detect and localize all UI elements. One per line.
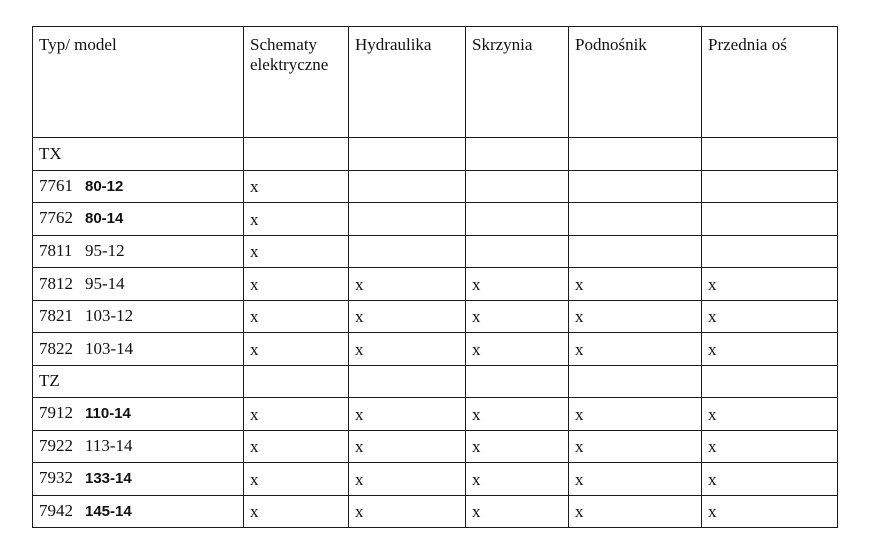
mark-cell-wiring-diagrams (244, 333, 349, 366)
availability-mark: x (472, 339, 481, 359)
mark-cell-hydraulics (349, 235, 466, 268)
mark-cell-wiring-diagrams (244, 398, 349, 431)
mark-cell-hydraulics (349, 300, 466, 333)
availability-mark: x (355, 404, 364, 424)
model-code: 103-12 (85, 306, 134, 326)
mark-cell-hydraulics (349, 170, 466, 203)
empty-cell (466, 365, 569, 398)
empty-cell (244, 138, 349, 171)
mark-cell-wiring-diagrams (244, 170, 349, 203)
availability-mark: x (250, 339, 259, 359)
group-row-tx (33, 138, 838, 171)
model-row (33, 430, 838, 463)
mark-cell-wiring-diagrams (244, 268, 349, 301)
header-hydraulics: Hydraulika (349, 27, 466, 138)
availability-mark: x (575, 339, 584, 359)
mark-cell-wiring-diagrams (244, 463, 349, 496)
model-row (33, 398, 838, 431)
availability-mark: x (355, 339, 364, 359)
model-row (33, 463, 838, 496)
model-code: 80-14 (85, 210, 124, 228)
mark-cell-wiring-diagrams (244, 203, 349, 236)
model-number: 7922 (39, 436, 73, 456)
model-code: 95-14 (85, 273, 125, 293)
mark-cell-front-axle (702, 268, 838, 301)
mark-cell-hydraulics (349, 463, 466, 496)
empty-cell (569, 365, 702, 398)
mark-cell-gearbox (466, 398, 569, 431)
mark-cell-front-axle (702, 463, 838, 496)
availability-mark: x (355, 502, 364, 522)
model-row (33, 300, 838, 333)
mark-cell-lift (569, 495, 702, 528)
model-row (33, 333, 838, 366)
empty-cell (349, 365, 466, 398)
mark-cell-gearbox (466, 268, 569, 301)
mark-cell-front-axle (702, 495, 838, 528)
model-cell (33, 430, 244, 463)
mark-cell-front-axle (702, 170, 838, 203)
mark-cell-gearbox (466, 300, 569, 333)
model-cell (33, 203, 244, 236)
model-number: 7932 (39, 468, 73, 488)
availability-mark: x (472, 502, 481, 522)
model-cell (33, 170, 244, 203)
model-cell (33, 333, 244, 366)
availability-mark: x (355, 469, 364, 489)
mark-cell-lift (569, 203, 702, 236)
mark-cell-wiring-diagrams (244, 300, 349, 333)
model-code: 145-14 (85, 502, 132, 520)
model-number: 7942 (39, 500, 73, 520)
availability-mark: x (575, 502, 584, 522)
empty-cell (702, 365, 838, 398)
availability-mark: x (250, 437, 259, 457)
availability-mark: x (472, 437, 481, 457)
header-lift: Podnośnik (569, 27, 702, 138)
mark-cell-hydraulics (349, 333, 466, 366)
model-code: 113-14 (85, 436, 133, 456)
group-label-cell (33, 138, 244, 171)
mark-cell-gearbox (466, 333, 569, 366)
mark-cell-lift (569, 235, 702, 268)
header-gearbox: Skrzynia (466, 27, 569, 138)
mark-cell-gearbox (466, 203, 569, 236)
availability-mark: x (250, 502, 259, 522)
availability-mark: x (575, 404, 584, 424)
header-row (33, 27, 838, 138)
mark-cell-hydraulics (349, 398, 466, 431)
model-row (33, 203, 838, 236)
model-documentation-table (32, 26, 838, 528)
empty-cell (569, 138, 702, 171)
availability-mark: x (250, 242, 259, 262)
mark-cell-wiring-diagrams (244, 495, 349, 528)
mark-cell-front-axle (702, 398, 838, 431)
model-code: 133-14 (85, 470, 132, 488)
availability-mark: x (708, 307, 717, 327)
model-code: 80-12 (85, 177, 124, 195)
availability-mark: x (250, 274, 259, 294)
header-front-axle: Przednia oś (702, 27, 838, 138)
model-code: 110-14 (85, 405, 131, 423)
model-number: 7811 (39, 241, 73, 261)
group-row-tz (33, 365, 838, 398)
empty-cell (702, 138, 838, 171)
group-label: TX (39, 143, 62, 163)
mark-cell-lift (569, 268, 702, 301)
availability-mark: x (575, 274, 584, 294)
empty-cell (466, 138, 569, 171)
mark-cell-hydraulics (349, 495, 466, 528)
availability-mark: x (575, 437, 584, 457)
mark-cell-lift (569, 333, 702, 366)
mark-cell-hydraulics (349, 203, 466, 236)
mark-cell-gearbox (466, 463, 569, 496)
mark-cell-gearbox (466, 235, 569, 268)
model-row (33, 495, 838, 528)
model-number: 7821 (39, 306, 73, 326)
mark-cell-lift (569, 398, 702, 431)
header-wiring-diagrams: Schematy elektryczne (244, 27, 349, 138)
model-cell (33, 268, 244, 301)
availability-mark: x (472, 404, 481, 424)
availability-mark: x (250, 404, 259, 424)
mark-cell-gearbox (466, 170, 569, 203)
availability-mark: x (708, 274, 717, 294)
model-number: 7912 (39, 403, 73, 423)
availability-mark: x (708, 469, 717, 489)
availability-mark: x (472, 274, 481, 294)
header-type-model: Typ/ model (33, 27, 244, 138)
availability-mark: x (355, 274, 364, 294)
mark-cell-lift (569, 300, 702, 333)
mark-cell-front-axle (702, 235, 838, 268)
availability-mark: x (250, 469, 259, 489)
mark-cell-wiring-diagrams (244, 235, 349, 268)
mark-cell-wiring-diagrams (244, 430, 349, 463)
availability-mark: x (575, 469, 584, 489)
model-cell (33, 235, 244, 268)
mark-cell-front-axle (702, 333, 838, 366)
model-cell (33, 300, 244, 333)
mark-cell-hydraulics (349, 268, 466, 301)
availability-mark: x (250, 307, 259, 327)
mark-cell-front-axle (702, 300, 838, 333)
model-number: 7761 (39, 175, 73, 195)
availability-mark: x (708, 339, 717, 359)
model-row (33, 170, 838, 203)
empty-cell (349, 138, 466, 171)
model-row (33, 235, 838, 268)
availability-mark: x (472, 469, 481, 489)
model-number: 7812 (39, 273, 73, 293)
availability-mark: x (355, 437, 364, 457)
model-number: 7762 (39, 208, 73, 228)
group-label: TZ (39, 371, 60, 391)
availability-mark: x (708, 437, 717, 457)
table-body (33, 27, 838, 528)
mark-cell-lift (569, 170, 702, 203)
group-label-cell (33, 365, 244, 398)
mark-cell-hydraulics (349, 430, 466, 463)
model-row (33, 268, 838, 301)
availability-mark: x (250, 209, 259, 229)
availability-mark: x (708, 502, 717, 522)
model-code: 103-14 (85, 338, 134, 358)
mark-cell-lift (569, 463, 702, 496)
mark-cell-front-axle (702, 203, 838, 236)
empty-cell (244, 365, 349, 398)
mark-cell-gearbox (466, 430, 569, 463)
mark-cell-front-axle (702, 430, 838, 463)
model-cell (33, 463, 244, 496)
model-number: 7822 (39, 338, 73, 358)
model-cell (33, 398, 244, 431)
mark-cell-gearbox (466, 495, 569, 528)
model-code: 95-12 (85, 241, 125, 261)
availability-mark: x (472, 307, 481, 327)
availability-mark: x (708, 404, 717, 424)
mark-cell-lift (569, 430, 702, 463)
availability-mark: x (250, 177, 259, 197)
availability-mark: x (575, 307, 584, 327)
availability-mark: x (355, 307, 364, 327)
model-cell (33, 495, 244, 528)
